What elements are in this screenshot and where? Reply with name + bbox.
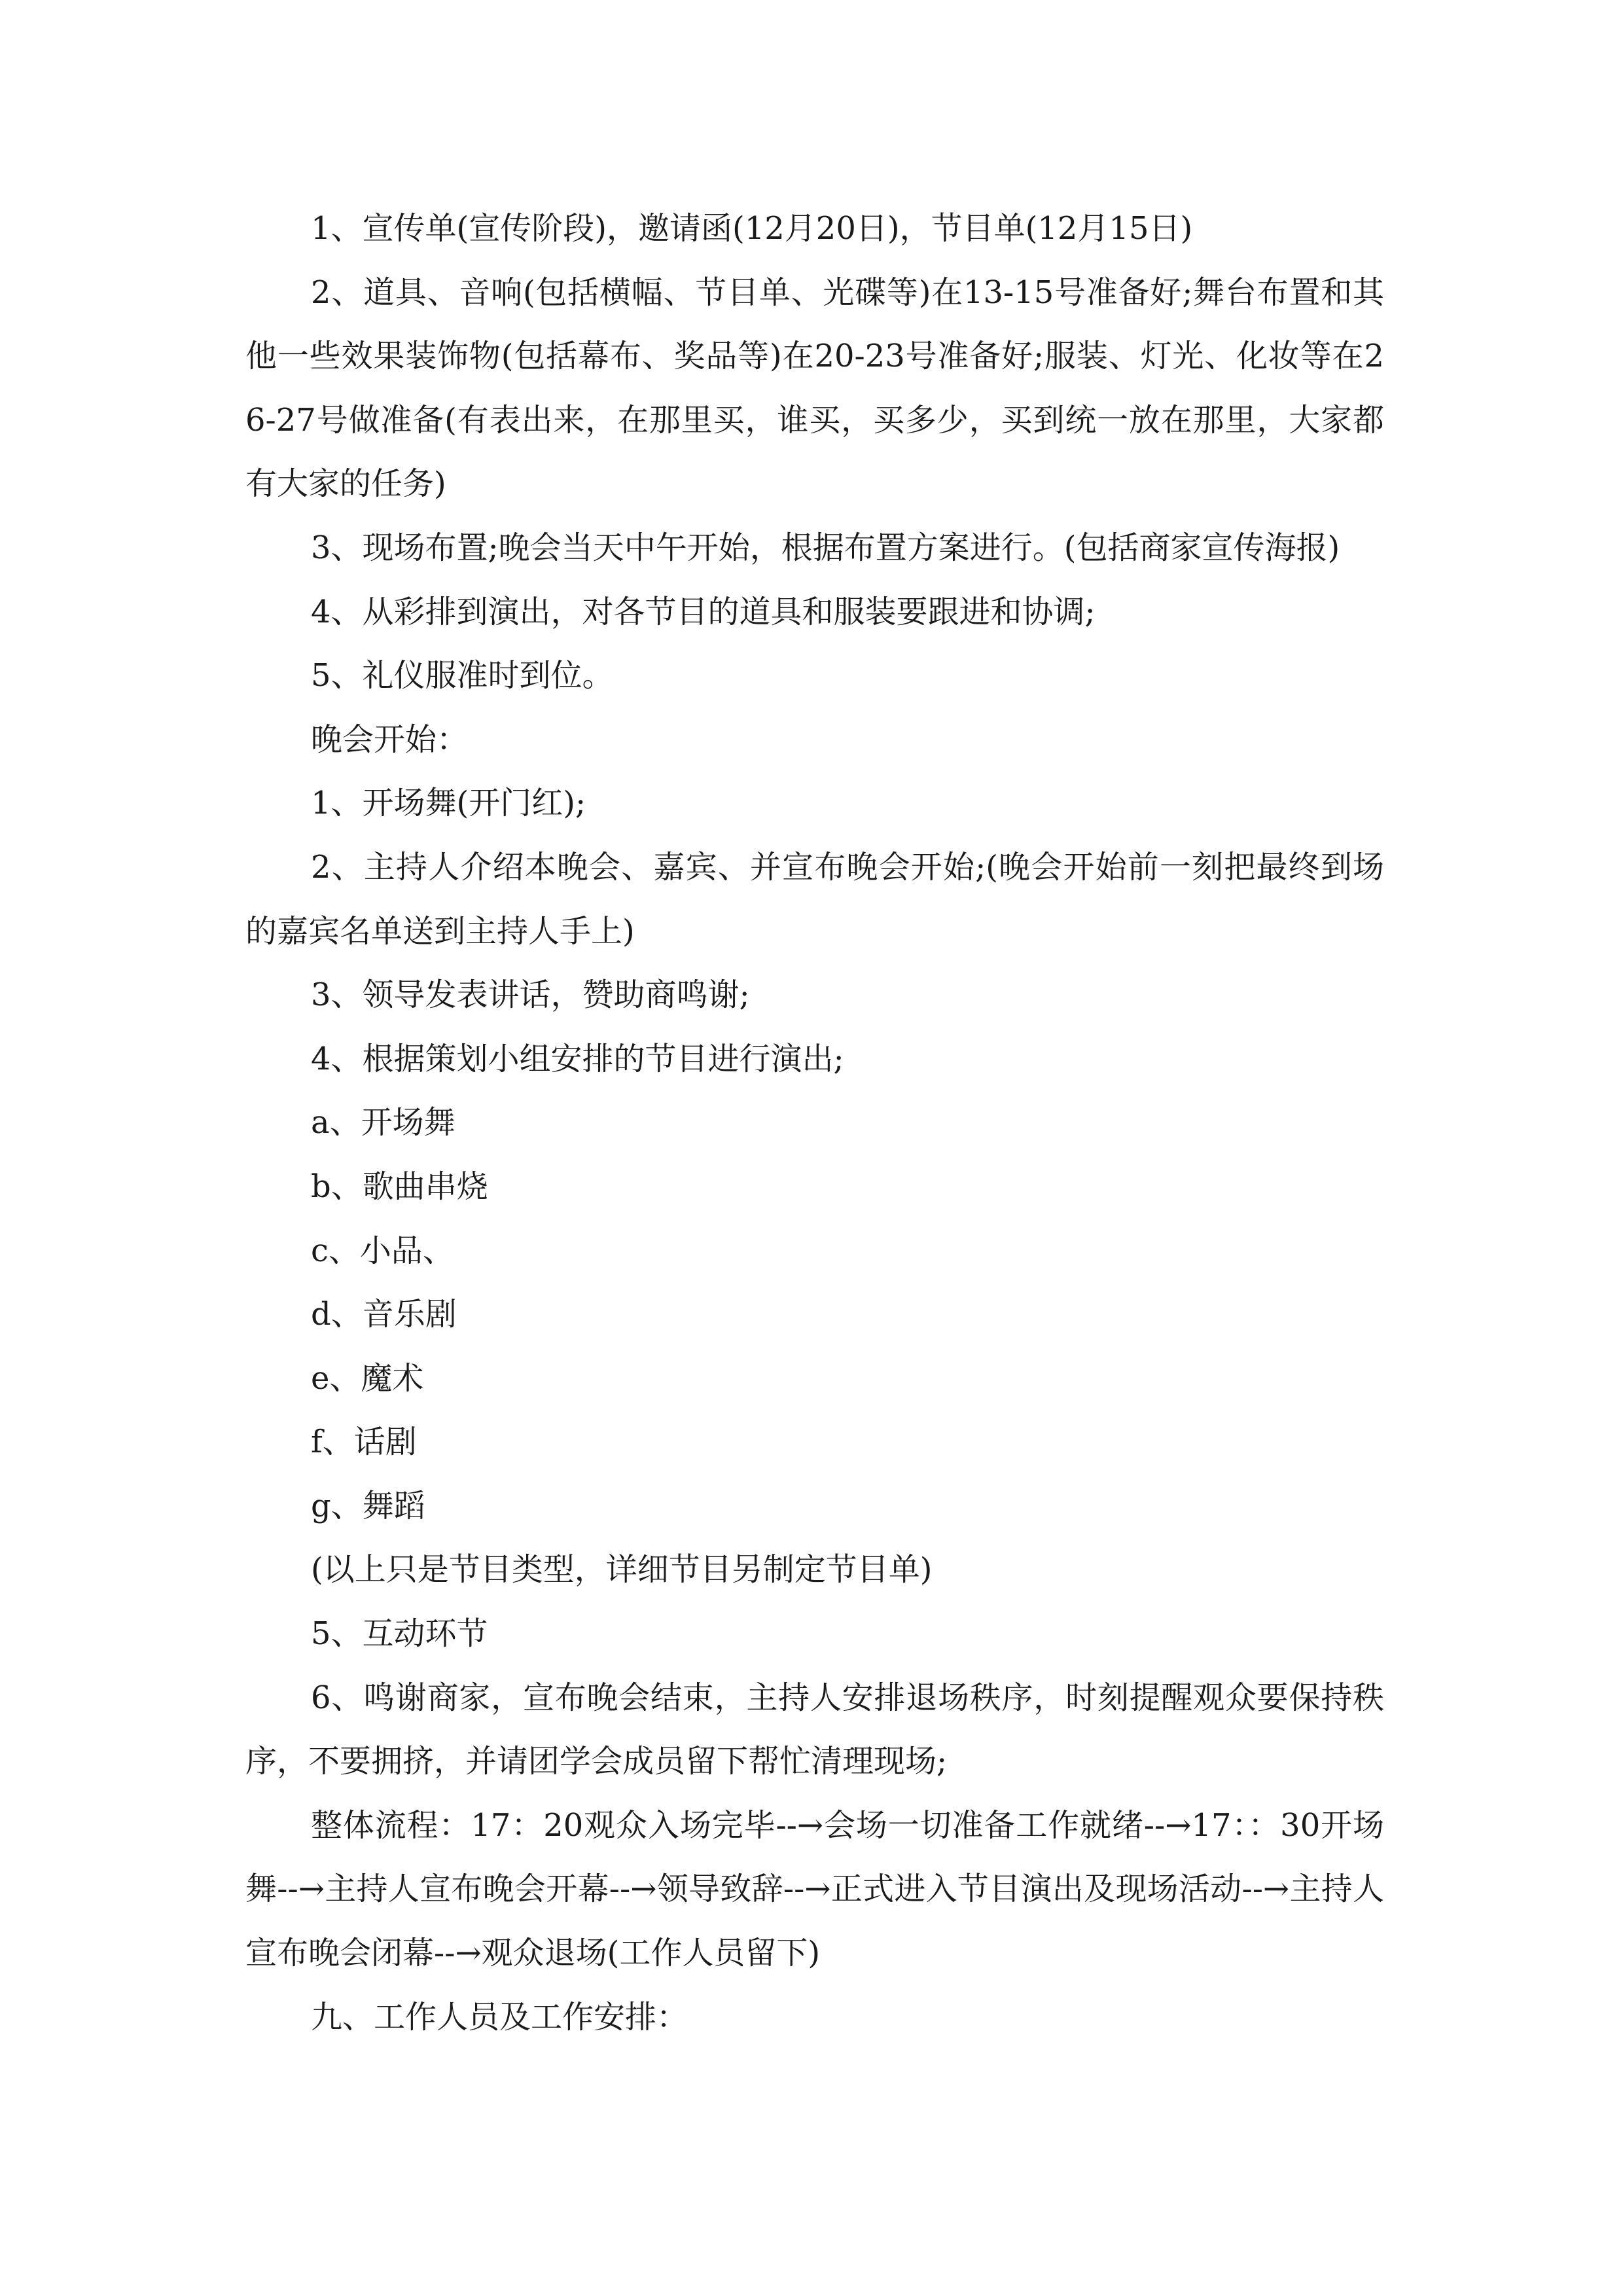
paragraph-program-note: (以上只是节目类型，详细节目另制定节目单) <box>311 1551 933 1588</box>
list-item: d、音乐剧 <box>311 1296 457 1333</box>
list-item: e、魔术 <box>311 1359 424 1397</box>
list-item: f、话剧 <box>311 1424 417 1461</box>
paragraph-closing: 6、鸣谢商家，宣布晚会结束，主持人安排退场秩序，时刻提醒观众要保持秩序，不要拥挤，并请团学会成员留下帮忙清理现场; <box>245 1679 1384 1780</box>
paragraph-etiquette: 5、礼仪服准时到位。 <box>311 657 614 694</box>
paragraph-performance: 4、根据策划小组安排的节目进行演出; <box>311 1040 844 1077</box>
paragraph-materials: 1、宣传单(宣传阶段)，邀请函(12月20日)，节目单(12月15日) <box>311 210 1193 247</box>
list-item: g、舞蹈 <box>311 1487 425 1524</box>
document-body <box>245 197 1384 2049</box>
paragraph-leader-speech: 3、领导发表讲话，赞助商鸣谢; <box>311 977 750 1014</box>
paragraph-opening-dance: 1、开场舞(开门红); <box>311 785 586 822</box>
paragraph-overall-flow: 整体流程：17：20观众入场完毕--→会场一切准备工作就绪--→17：：30开场舞--→主持人宣布晚会开幕--→领导致辞--→正式进入节目演出及现场活动--→主持人宣布晚会闭幕--→观众退场(工作人员留下) <box>245 1806 1384 1972</box>
paragraph-venue-setup: 3、现场布置;晚会当天中午开始，根据布置方案进行。(包括商家宣传海报) <box>311 529 1340 566</box>
list-item: c、小品、 <box>311 1232 454 1269</box>
paragraph-interaction: 5、互动环节 <box>311 1615 488 1653</box>
list-item: b、歌曲串烧 <box>311 1168 488 1205</box>
section-heading-staff: 九、工作人员及工作安排： <box>311 1998 688 2036</box>
section-heading-gala-start: 晚会开始： <box>311 721 469 758</box>
paragraph-host-intro: 2、主持人介绍本晚会、嘉宾、并宣布晚会开始;(晚会开始前一刻把最终到场的嘉宾名单送到主持人手上) <box>245 848 1384 950</box>
paragraph-props-schedule: 2、道具、音响(包括横幅、节目单、光碟等)在13-15号准备好;舞台布置和其他一些效果装饰物(包括幕布、奖品等)在20-23号准备好;服装、灯光、化妆等在26-27号做准备(有表出来，在那里买，谁买，买多少，买到统一放在那里，大家都有大家的任务) <box>245 274 1384 503</box>
list-item: a、开场舞 <box>311 1104 455 1141</box>
paragraph-rehearsal: 4、从彩排到演出，对各节目的道具和服装要跟进和协调; <box>311 593 1096 630</box>
